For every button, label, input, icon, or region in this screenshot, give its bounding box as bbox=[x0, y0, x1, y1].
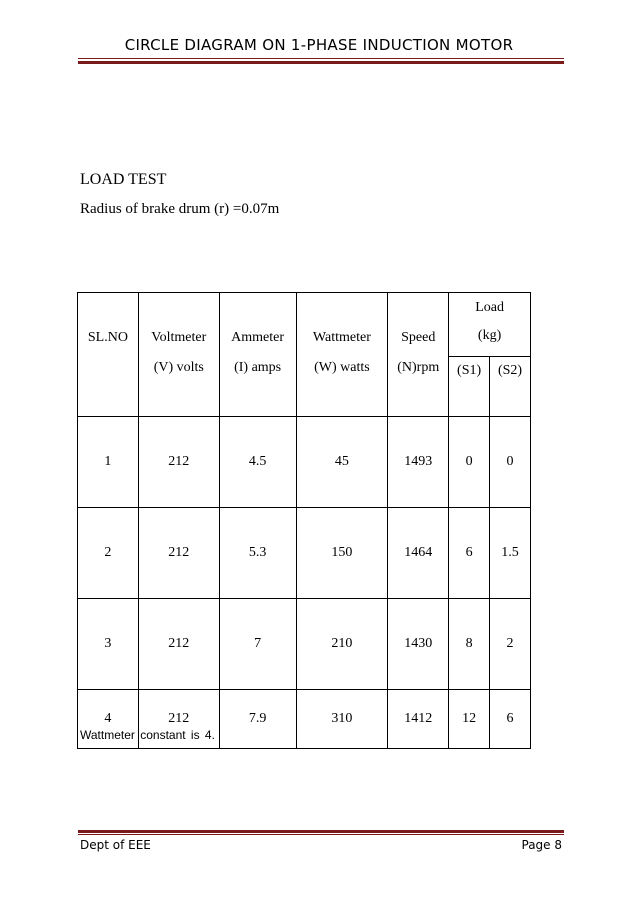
cell-slno: 2 bbox=[78, 508, 139, 599]
wattmeter-constant-note: Wattmeter constant is 4. bbox=[80, 728, 215, 742]
header-s1 bbox=[449, 357, 490, 417]
load-test-table bbox=[77, 292, 531, 749]
footer-department: Dept of EEE bbox=[80, 838, 151, 852]
page-header-title: CIRCLE DIAGRAM ON 1-PHASE INDUCTION MOTOR bbox=[124, 36, 514, 54]
header-load-label: Load bbox=[475, 300, 504, 315]
header-ammeter-unit: (I) amps bbox=[234, 360, 282, 375]
cell-speed: 1493 bbox=[388, 417, 449, 508]
header-s1-label: (S1) bbox=[457, 363, 482, 378]
table-row bbox=[78, 417, 531, 508]
cell-power: 45 bbox=[296, 417, 388, 508]
table-row bbox=[78, 508, 531, 599]
cell-voltage: 212 bbox=[138, 508, 219, 599]
cell-speed: 1412 bbox=[388, 690, 449, 749]
header-speed-label: Speed bbox=[401, 330, 436, 345]
cell-power: 210 bbox=[296, 599, 388, 690]
header-ammeter bbox=[219, 293, 296, 417]
cell-slno: 3 bbox=[78, 599, 139, 690]
header-slno-label: SL.NO bbox=[87, 330, 128, 345]
cell-s1: 6 bbox=[449, 508, 490, 599]
cell-current: 4.5 bbox=[219, 417, 296, 508]
cell-power: 150 bbox=[296, 508, 388, 599]
header-s2 bbox=[490, 357, 531, 417]
cell-speed: 1430 bbox=[388, 599, 449, 690]
radius-line: Radius of brake drum (r) =0.07m bbox=[80, 201, 280, 217]
header-wattmeter-unit: (W) watts bbox=[314, 360, 370, 375]
header-ammeter-label: Ammeter bbox=[231, 330, 285, 345]
footer-page-number: Page 8 bbox=[521, 838, 562, 852]
cell-s2: 2 bbox=[490, 599, 531, 690]
cell-slno: 1 bbox=[78, 417, 139, 508]
cell-s2: 6 bbox=[490, 690, 531, 749]
header-load-unit: (kg) bbox=[477, 328, 502, 343]
cell-voltage: 212 bbox=[138, 599, 219, 690]
cell-s2: 1.5 bbox=[490, 508, 531, 599]
cell-voltage: 212 bbox=[138, 417, 219, 508]
section-heading: LOAD TEST bbox=[80, 171, 167, 188]
header-voltmeter bbox=[138, 293, 219, 417]
cell-voltage: 212 bbox=[138, 690, 219, 749]
header-speed-unit: (N)rpm bbox=[397, 360, 440, 375]
table-row bbox=[78, 599, 531, 690]
cell-power: 310 bbox=[296, 690, 388, 749]
header-slno bbox=[78, 293, 139, 417]
header-voltmeter-label: Voltmeter bbox=[151, 330, 207, 345]
header-wattmeter bbox=[296, 293, 388, 417]
cell-slno: 4 bbox=[78, 690, 139, 749]
header-voltmeter-unit: (V) volts bbox=[153, 360, 204, 375]
header-wattmeter-label: Wattmeter bbox=[312, 330, 371, 345]
cell-current: 5.3 bbox=[219, 508, 296, 599]
header-speed bbox=[388, 293, 449, 417]
cell-current: 7.9 bbox=[219, 690, 296, 749]
cell-s2: 0 bbox=[490, 417, 531, 508]
cell-s1: 8 bbox=[449, 599, 490, 690]
header-s2-label: (S2) bbox=[497, 363, 523, 378]
footer-rule-thin bbox=[78, 834, 564, 835]
cell-current: 7 bbox=[219, 599, 296, 690]
header-load bbox=[449, 293, 531, 357]
table-header-row-1 bbox=[78, 293, 531, 357]
header-rule-thin bbox=[78, 58, 564, 59]
footer-rule-thick bbox=[78, 830, 564, 833]
header-rule-thick bbox=[78, 61, 564, 64]
cell-s1: 0 bbox=[449, 417, 490, 508]
cell-s1: 12 bbox=[449, 690, 490, 749]
cell-speed: 1464 bbox=[388, 508, 449, 599]
